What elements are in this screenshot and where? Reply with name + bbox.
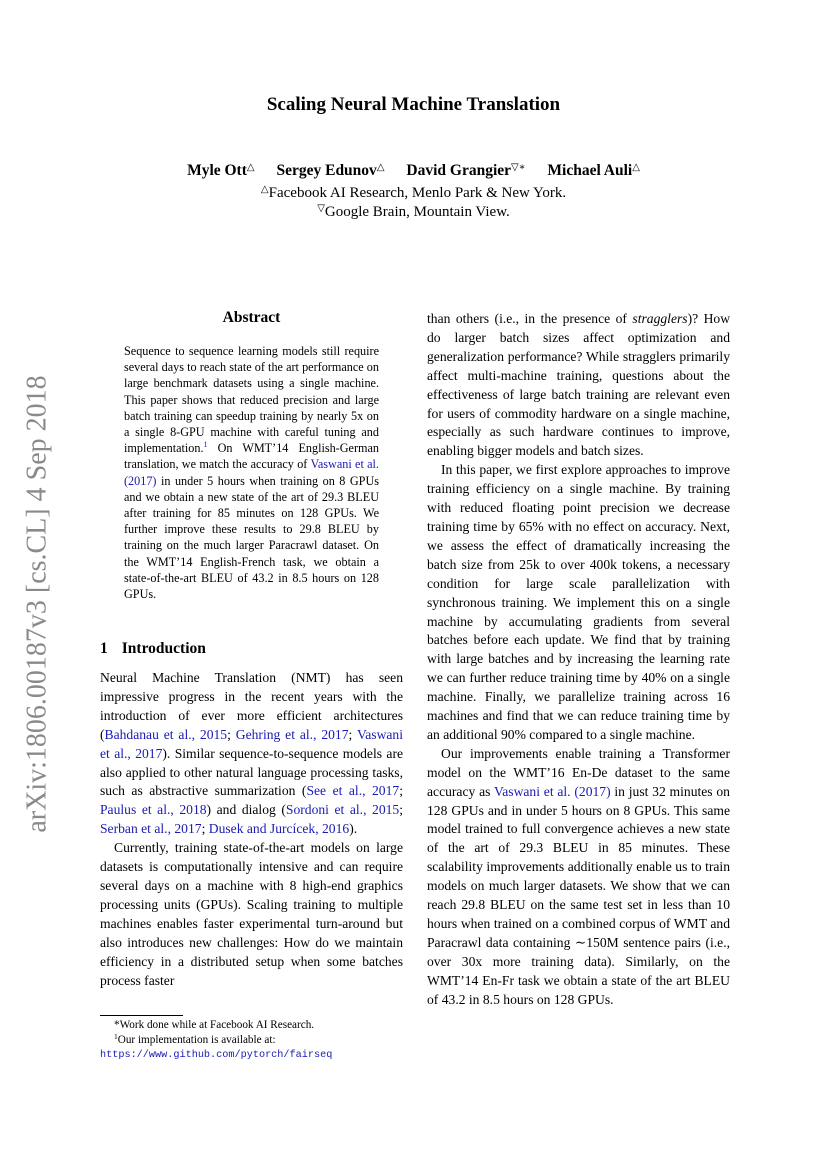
paragraph: Our improvements enable training a Transformer model on the WMT’16 En-De dataset to the same accuracy as Vaswani et al. (2017) in just 32 minutes on 128 GPUs and in under 5 hours on 8 GPUs. This same model trained to full convergence achieves a new state of the art of 29.3 BLEU in 85 minutes. These scalability improvements additionally enable us to train models on much larger datasets. We show that we can reach 29.8 BLEU on the same test set in less than 10 hours when trained on a combined corpus of WMT and Paracrawl data containing ∼150M sentence pairs (i.e., over 30x more training data). Similarly, on the WMT’14 En-Fr task we obtain a state of the art BLEU of 43.2 in 8.5 hours on 128 GPUs. xyxy=(427,745,730,1007)
citation-link[interactable]: Vaswani et al. (2017) xyxy=(124,457,379,488)
section-number: 1 xyxy=(100,640,108,657)
paragraph: Neural Machine Translation (NMT) has seen impressive progress in the recent years with the introduction of ever more efficient architectures (Bahdanau et al., 2015; Gehring et al., 2017; Vaswani et al., 2017). Similar sequence-to-sequence models are also applied to other natural language processing tasks, such as abstractive summarization (See et al., 2017; Paulus et al., 2018) and dialog (Sordoni et al., 2015; Serban et al., 2017; Dusek and Jurcícek, 2016). xyxy=(100,670,404,837)
author-list xyxy=(0,162,827,180)
citation-link[interactable]: Bahdanau et al., 2015 xyxy=(104,726,228,742)
citation-link[interactable]: Sordoni et al., 2015 xyxy=(285,802,400,818)
abstract-body: Sequence to sequence learning models still require several days to reach state of the art performance on large benchmark datasets using a single machine. This paper shows that reduced precision and large batch training can speedup training by nearly 5x on a single 8-GPU machine with careful tuning and implementation.$^1$ On WMT’14 English-German translation, we match the accuracy of Vaswani et al. (2017) in under 5 hours when training on 8 GPUs and we obtain a new state of the art of 29.3 BLEU after training for 85 minutes on 128 GPUs. We further improve these results to 29.8 BLEU by training on the much larger Paracrawl dataset. On the WMT’14 English-French task, we obtain a state-of-the-art BLEU of 43.2 in 8.5 hours on 128 GPUs. xyxy=(124,344,379,602)
section-heading xyxy=(100,640,206,658)
citation-link[interactable]: Paulus et al., 2018 xyxy=(100,802,207,818)
affiliation: ▽Google Brain, Mountain View. xyxy=(317,203,510,220)
right-column xyxy=(427,310,730,1010)
citation-link[interactable]: Vaswani et al. (2017) xyxy=(493,783,611,799)
paragraph: than others (i.e., in the presence of stragglers)? How do larger batch sizes affect optimization and generalization performance? While stragglers primarily affect multi-machine training, questions about the effectiveness of large batch training are relevant even for users of commodity hardware on a single machine, especially as such hardware continues to improve, enabling bigger models and batch sizes. xyxy=(427,311,731,459)
paragraph: Currently, training state-of-the-art models on large datasets is computationally intensive and can require several days on a machine with 8 high-end graphics processing units (GPUs). Scaling training to multiple machines enables faster experimental turn-around but also introduces new challenges: How do we maintain efficiency in a distributed setup when some batches process faster xyxy=(100,840,403,988)
footnote-ref[interactable]: 1 xyxy=(203,440,208,450)
citation-link[interactable]: Gehring et al., 2017 xyxy=(235,726,349,742)
citation-link[interactable]: See et al., 2017 xyxy=(306,783,400,799)
affiliation: △Facebook AI Research, Menlo Park & New York. xyxy=(260,184,567,201)
section-title: Introduction xyxy=(121,640,206,657)
paragraph: In this paper, we first explore approaches to improve training efficiency on a single machine. By training with reduced floating point precision we decrease training time by 65% with no effect on accuracy. Next, we assess the effect of dramatically increasing the batch size from 25k to over 400k tokens, a necessary condition for large scale parallelization with synchronous training. We implement this on a single machine by accumulating gradients from several batches before each update. We find that by training with large batches and by increasing the learning rate we can further reduce training time by 40% on a single machine. Finally, we parallelize training across 16 machines and find that we can reduce training time by an additional 90% compared to a single machine. xyxy=(427,462,730,742)
paper-title: Scaling Neural Machine Translation xyxy=(266,94,561,115)
left-column xyxy=(100,669,403,990)
arxiv-watermark-text: arXiv:1806.00187v3 [cs.CL] 4 Sep 2018 xyxy=(22,375,54,833)
footnote-url xyxy=(100,1047,403,1064)
abstract-heading: Abstract xyxy=(222,309,281,326)
arxiv-watermark xyxy=(20,368,56,840)
footnote-rule xyxy=(100,1015,183,1016)
author: Sergey Edunov△ xyxy=(276,162,385,179)
author: Michael Auli△ xyxy=(547,162,640,179)
author: David Grangier▽∗ xyxy=(406,162,526,179)
footnotes xyxy=(100,1018,403,1064)
footnote: *Work done while at Facebook AI Research. xyxy=(114,1019,315,1031)
citation-link[interactable]: Vaswani et al., 2017 xyxy=(100,726,403,761)
citation-link[interactable]: Dusek and Jurcícek, 2016 xyxy=(208,821,350,837)
author: Myle Ott△ xyxy=(187,162,255,179)
fairseq-link[interactable]: https://www.github.com/pytorch/fairseq xyxy=(100,1050,333,1061)
footnote: $^1$Our implementation is available at: xyxy=(114,1031,276,1046)
citation-link[interactable]: Serban et al., 2017 xyxy=(100,821,202,837)
